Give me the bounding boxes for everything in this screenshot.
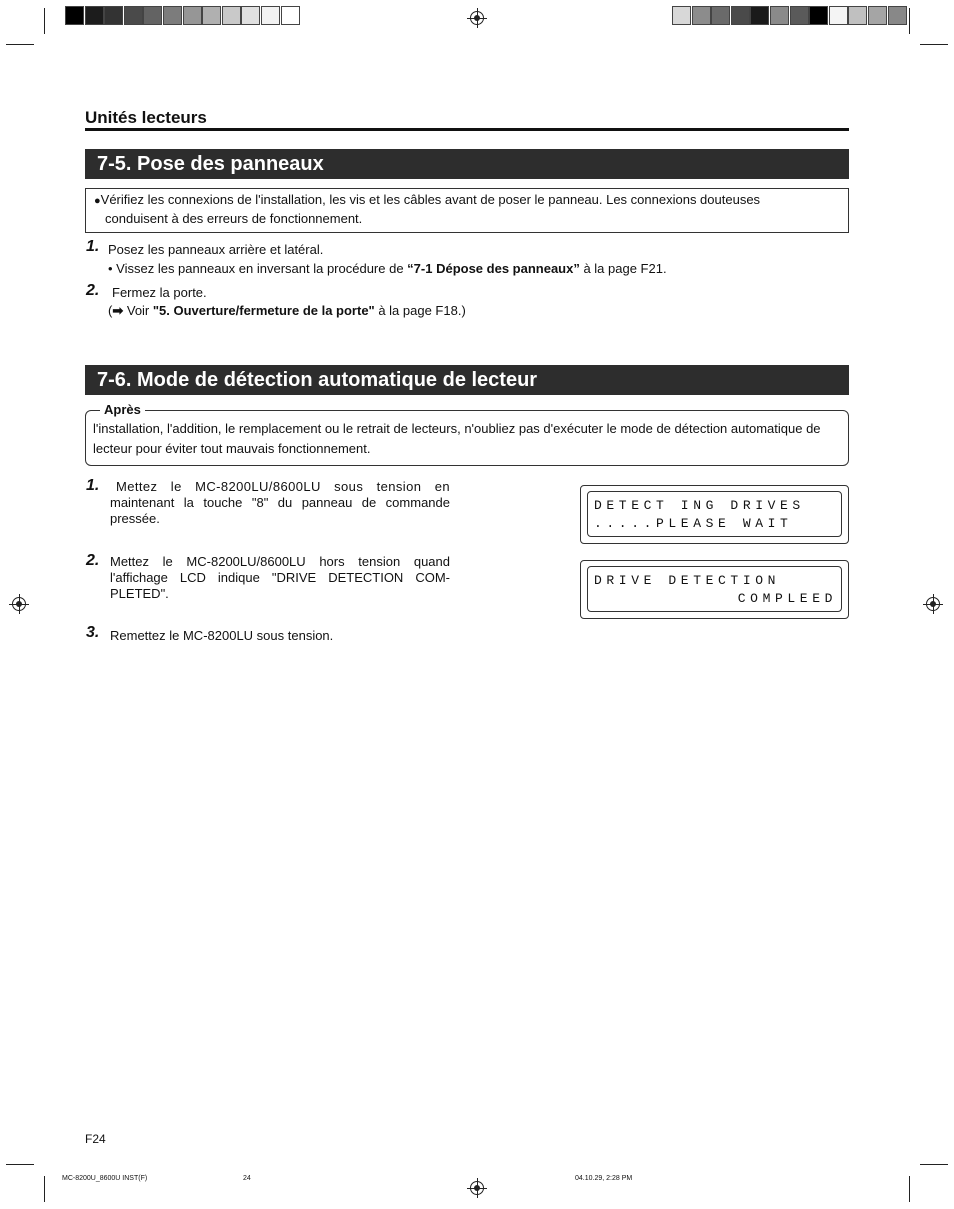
section-7-5-title: 7-5. Pose des panneaux [85,149,849,179]
color-swatch [124,6,143,25]
apres-line-2: lecteur pour éviter tout mauvais fonctionnement. [93,441,371,456]
color-swatch [809,6,828,25]
registration-mark-icon [926,597,940,611]
note-line-1: Vérifiez les connexions de l'installation, les vis et les câbles avant de poser le panneau. Les connexions douteuses [100,192,761,207]
footer-page: 24 [243,1175,251,1182]
color-swatch [241,6,260,25]
lcd-line-2: COMPLEED [737,591,837,606]
step-subtext [108,260,667,278]
color-swatch [829,6,848,25]
color-swatch [104,6,123,25]
color-swatch [85,6,104,25]
step-line: pressée. [110,511,160,526]
step-text [110,554,450,602]
registration-mark-icon [470,11,484,25]
registration-mark-icon [12,597,26,611]
color-swatch [770,6,789,25]
subtext-pre: Voir [123,303,153,318]
color-swatch [222,6,241,25]
step-line: maintenant la touche "8" du panneau de commande [110,495,450,510]
note-box [85,188,849,233]
section-7-6-title: 7-6. Mode de détection automatique de lecteur [85,365,849,395]
subtext-pre: • Vissez les panneaux en inversant la procédure de [108,261,408,276]
crop-mark [920,1164,948,1165]
color-swatch [163,6,182,25]
lcd-screen [587,566,842,612]
step-line: Mettez le MC-8200LU/8600LU sous tension en [116,479,450,494]
color-swatch [183,6,202,25]
lcd-screen [587,491,842,537]
step-text: Fermez la porte. [112,285,207,300]
step-number: 1. [86,238,100,255]
step-number: 3. [86,624,100,641]
lcd-line-1: DETECT ING DRIVES [594,498,805,513]
color-swatch [848,6,867,25]
crop-mark [909,1176,910,1202]
color-swatch [750,6,769,25]
step-number: 2. [86,552,100,569]
color-swatch [888,6,907,25]
color-swatch [672,6,691,25]
arrow-right-icon: ➡ [112,303,124,318]
reference-link: “7-1 Dépose des panneaux” [407,261,580,276]
lcd-line-1: DRIVE DETECTION [594,573,781,588]
step-number: 2. [86,282,100,299]
footer-date: 04.10.29, 2:28 PM [575,1175,633,1182]
color-swatch [281,6,300,25]
bullet-icon: ● [94,195,101,207]
step-line: l'affichage LCD indique "DRIVE DETECTION COM- [110,570,450,585]
step-line: PLETED". [110,586,169,601]
paren: ( [108,303,113,318]
lcd-line-2: .....PLEASE WAIT [594,516,793,531]
subtext-post: à la page F18.) [374,303,466,318]
color-swatch [143,6,162,25]
registration-mark-icon [470,1181,484,1195]
subtext-post: à la page F21. [579,261,667,276]
note-line-2: conduisent à des erreurs de fonctionnement. [105,211,363,226]
crop-mark [920,44,948,45]
section-header: Unités lecteurs [85,108,207,127]
color-swatch [202,6,221,25]
step-subtext [108,302,466,320]
step-text: Posez les panneaux arrière et latéral. [108,242,324,257]
color-swatch [868,6,887,25]
footer-file: MC-8200U_8600U INST(F) [62,1175,148,1182]
step-number: 1. [86,477,100,494]
color-swatch [692,6,711,25]
apres-text [93,420,843,458]
step-line: Mettez le MC-8200LU/8600LU hors tension quand [110,554,450,569]
color-swatch [711,6,730,25]
crop-mark [6,44,34,45]
header-rule [85,128,849,131]
apres-line-1: l'installation, l'addition, le remplacement ou le retrait de lecteurs, n'oubliez pas d'exécuter le mode de détection automatique de [93,421,821,436]
page-number: F24 [85,1132,106,1146]
color-swatch [65,6,84,25]
color-swatch [731,6,750,25]
color-swatch [261,6,280,25]
step-text: Remettez le MC-8200LU sous tension. [110,628,334,643]
crop-mark [909,8,910,34]
crop-mark [6,1164,34,1165]
crop-mark [44,8,45,34]
step-text [110,479,450,527]
color-swatch [790,6,809,25]
apres-label: Après [100,402,145,417]
crop-mark [44,1176,45,1202]
reference-link: "5. Ouverture/fermeture de la porte" [152,303,375,318]
